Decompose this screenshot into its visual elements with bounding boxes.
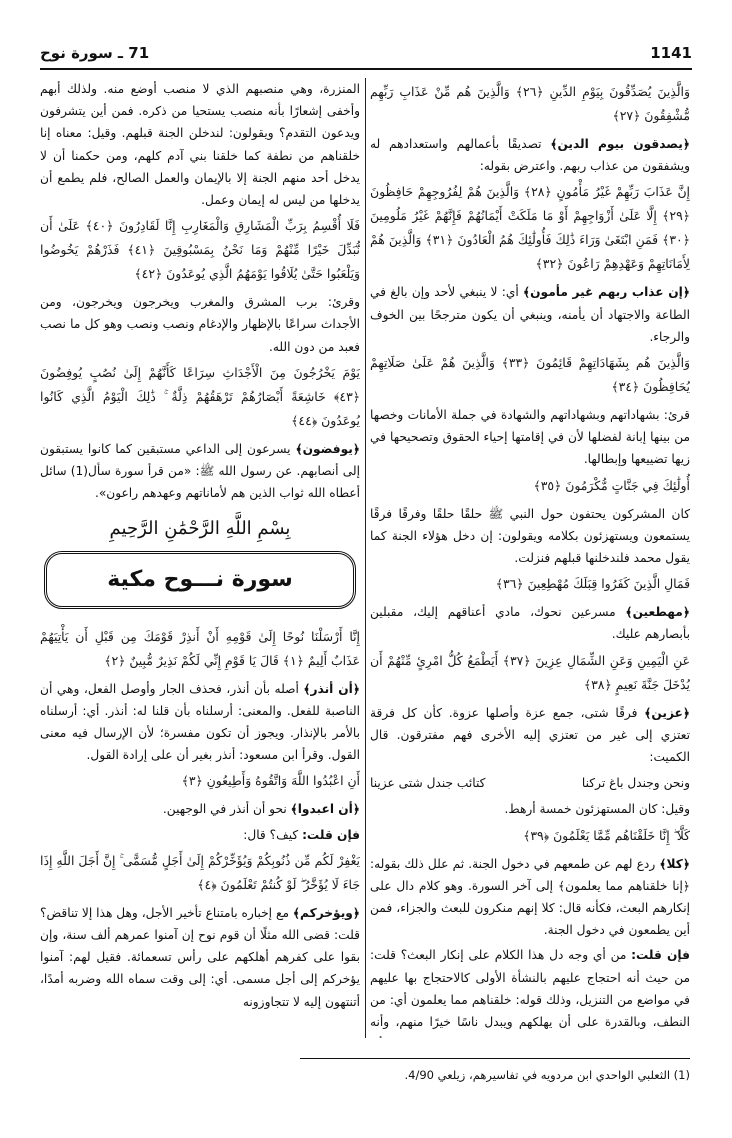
commentary-paragraph [40, 902, 360, 1013]
commentary-keyword: ﴿أن اعبدوا﴾ [290, 802, 360, 817]
commentary-paragraph [370, 944, 690, 1038]
commentary-keyword: ﴿أن أنذر﴾ [303, 681, 360, 696]
left-column [40, 78, 360, 1038]
commentary-text: كيف؟ قال: [243, 827, 303, 842]
running-title: 71 ـ سورة نوح [40, 44, 150, 62]
commentary-text: ردع لهم عن طمعهم في دخول الجنة. ثم علل ذلك بقوله: ﴿إنا خلقناهم مما يعلمون﴾ إلى آخر السورة. وهو كلام دال على إنكارهم البعث، فكأنه قال: كلا إنهم منكرون للبعث والجزاء، فمن أين يطمعون في دخول الجنة. [370, 856, 690, 938]
commentary-keyword: ﴿عزين﴾ [644, 705, 690, 720]
commentary-paragraph [40, 824, 360, 846]
quran-verse: أَنِ اعْبُدُوا اللَّهَ وَاتَّقُوهُ وَأَطِيعُونِ ﴿٣﴾ [181, 773, 360, 789]
quran-verse: يَغْفِرْ لَكُم مِّن ذُنُوبِكُمْ وَيُؤَخِّرْكُمْ إِلَىٰ أَجَلٍ مُّسَمًّى ۚ إِنَّ أَجَلَ اللَّهِ إِذَا جَاءَ لَا يُؤَخَّرُ ۖ لَوْ كُنتُمْ تَعْلَمُونَ ﴿٤﴾ [40, 852, 360, 892]
commentary-paragraph [370, 702, 690, 769]
surah-title: سورة نـــوح مكية [107, 566, 293, 592]
quran-verse: عَنِ الْيَمِينِ وَعَنِ الشِّمَالِ عِزِينَ ﴿٣٧﴾ أَيَطْمَعُ كُلُّ امْرِئٍ مِّنْهُمْ أَن يُدْخَلَ جَنَّةَ نَعِيمٍ ﴿٣٨﴾ [370, 652, 690, 692]
quran-verse: إِنَّا أَرْسَلْنَا نُوحًا إِلَىٰ قَوْمِهِ أَنْ أَنذِرْ قَوْمَكَ مِن قَبْلِ أَن يَأْتِيَهُمْ عَذَابٌ أَلِيمٌ ﴿١﴾ قَالَ يَا قَوْمِ إِنِّي لَكُمْ نَذِيرٌ مُّبِينٌ ﴿٢﴾ [40, 628, 360, 668]
commentary-paragraph [370, 601, 690, 645]
poem-hemistich-first: ونحن وجندل باغ تركنا [581, 776, 690, 791]
commentary-paragraph [370, 133, 690, 177]
quran-verse: إِنَّ عَذَابَ رَبِّهِمْ غَيْرُ مَأْمُونٍ ﴿٢٨﴾ وَالَّذِينَ هُمْ لِفُرُوجِهِمْ حَافِظُونَ ﴿٢٩﴾ إِلَّا عَلَىٰ أَزْوَاجِهِمْ أَوْ مَا مَلَكَتْ أَيْمَانُهُمْ فَإِنَّهُمْ غَيْرُ مَلُومِينَ ﴿٣٠﴾ فَمَنِ ابْتَغَىٰ وَرَاءَ ذَٰلِكَ فَأُولَٰئِكَ هُمُ الْعَادُونَ ﴿٣١﴾ وَالَّذِينَ هُمْ لِأَمَانَاتِهِمْ وَعَهْدِهِمْ رَاعُونَ ﴿٣٢﴾ [370, 184, 690, 272]
commentary-keyword: فإن قلت: [302, 827, 360, 842]
left-column-top [40, 78, 360, 504]
column-divider [365, 78, 366, 1038]
commentary-keyword: ﴿مهطعين﴾ [625, 605, 690, 620]
commentary-text: المنزرة، وهي منصبهم الذي لا منصب أوضع منه. ولذلك أبهم وأخفى إشعارًا بأنه منصب يستحيا من ذكره. فمن أين يتشرفون ويدعون التقدم؟ ويقولون: لندخلن الجنة قبلهم. وقيل: معناه إنا خلقناهم من نطفة كما خلقنا بني آدم كلهم، ومن حكمنا أن لا يدخل أحد منهم الجنة إلا بالإيمان والعمل الصالح، فلم يطمع أن يدخلها من ليس له إيمان وعمل. [40, 82, 360, 208]
commentary-text: مع إخباره بامتناع تأخير الأجل، وهل هذا إلا تناقض؟ قلت: قضى الله مثلًا أن قوم نوح إن آمنوا عمرهم ألف سنة، وإن بقوا على كفرهم أهلكهم على رأس تسعمائة. فقيل لهم: آمنوا يؤخركم إلى أجل مسمى. أي: إلى وقت سماه الله وضربه أمدًا، أتنتهون إليه لا تتجاوزونه [40, 905, 360, 1009]
page-number: 1141 [650, 44, 692, 62]
commentary-text: وقيل: كان المستهزئون خمسة أرهط. [504, 802, 690, 817]
commentary-text: كان المشركون يحتفون حول النبي ﷺ حلقًا حلقًا وفرقًا فرقًا يستمعون ويستهزئون بكلامه ويقولون: إن دخل هؤلاء الجنة كما يقول محمد فلندخلنها قبلهم فنزلت. [370, 506, 690, 566]
commentary-paragraph [370, 281, 690, 348]
commentary-keyword: ﴿كلا﴾ [659, 856, 690, 871]
commentary-text: تصديقًا بأعمالهم واستعدادهم له ويشفقون من عذاب ربهم. واعترض بقوله: [370, 137, 690, 174]
commentary-text: فرقًا شتى، جمع عزة وأصلها عزوة. كأن كل فرقة تعتزي إلى غير من تعتزي إليه الأخرى فهم مفترقون. قال الكميت: [370, 705, 690, 765]
left-column-bottom [40, 625, 360, 1013]
commentary-text: نحو أن أنذر في الوجهين. [162, 802, 291, 817]
basmala: بِسْمِ اللَّهِ الرَّحْمَٰنِ الرَّحِيمِ [109, 518, 291, 540]
right-column [370, 78, 690, 1038]
poem-verse [370, 772, 690, 794]
commentary-text: يسرعون إلى الداعي مستبقين كما كانوا يستبقون إلى أنصابهم. عن رسول الله ﷺ: «من قرأ سورة سأل(1) سائل أعطاه الله ثواب الذين هم لأماناتهم وعهدهم راعون». [40, 441, 360, 501]
commentary-keyword: ﴿يصدقون بيوم الدين﴾ [550, 137, 690, 151]
commentary-text: أي: لا ينبغي لأحد وإن بالغ في الطاعة والاجتهاد أن يأمنه، وينبغي أن يكون مترجحًا بين الخوف والرجاء. [370, 285, 690, 344]
commentary-paragraph [370, 503, 690, 570]
poem-hemistich-second: كتائب جندل شتى عزينا [370, 776, 486, 791]
commentary-paragraph [370, 798, 690, 820]
commentary-paragraph [40, 678, 360, 767]
commentary-paragraph [40, 78, 360, 211]
commentary-text: قرئ: بشهاداتهم وبشهاداتهم والشهادة في جملة الأمانات وخصها من بينها إبانة لفضلها لأن في إقامتها إحياء الحقوق وتصحيحها في زيها تضييعها وإبطالها. [370, 408, 690, 467]
quran-verse: فَلَا أُقْسِمُ بِرَبِّ الْمَشَارِقِ وَالْمَغَارِبِ إِنَّا لَقَادِرُونَ ﴿٤٠﴾ عَلَىٰ أَن نُّبَدِّلَ خَيْرًا مِّنْهُمْ وَمَا نَحْنُ بِمَسْبُوقِينَ ﴿٤١﴾ فَذَرْهُمْ يَخُوضُوا وَيَلْعَبُوا حَتَّىٰ يُلَاقُوا يَوْمَهُمُ الَّذِي يُوعَدُونَ ﴿٤٢﴾ [40, 218, 360, 282]
footnote: (1) الثعلبي الواحدي ابن مردويه في تفاسيرهم، زيلعي 4/90. [404, 1068, 690, 1082]
surah-title-box [44, 551, 356, 609]
commentary-text: من أي وجه دل هذا الكلام على إنكار البعث؟ قلت: من حيث أنه احتجاج عليهم بالنشأة الأولى كالاحتجاج بها عليهم في مواضع من التنزيل، وذلك قوله: خلقناهم مما يعلمون أي: من النطف، وبالقدرة على أن يهلكهم ويبدل ناسًا خيرًا منهم، وأنه [370, 948, 690, 1030]
page-header [40, 38, 692, 70]
commentary-paragraph [40, 438, 360, 505]
commentary-paragraph [40, 798, 360, 820]
commentary-paragraph [40, 291, 360, 358]
quran-verse: يَوْمَ يَخْرُجُونَ مِنَ الْأَجْدَاثِ سِرَاعًا كَأَنَّهُمْ إِلَىٰ نُصُبٍ يُوفِضُونَ ﴿٤٣﴾ خَاشِعَةً أَبْصَارُهُمْ تَرْهَقُهُمْ ذِلَّةٌ ۚ ذَٰلِكَ الْيَوْمُ الَّذِي كَانُوا يُوعَدُونَ ﴿٤٤﴾ [40, 364, 360, 428]
commentary-paragraph [370, 404, 690, 471]
commentary-keyword: ﴿يوفضون﴾ [295, 441, 360, 456]
commentary-text: وقرئ: برب المشرق والمغرب ويخرجون ويخرجون، ومن الأجداث سراعًا بالإظهار والإدغام ونصب ونصب وهو كل ما نصب فعبد من دون الله. [40, 295, 360, 354]
commentary-text: مسرعين نحوك، مادي أعناقهم إليك، مقبلين بأبصارهم عليك. [370, 605, 690, 642]
quran-verse: وَالَّذِينَ هُم بِشَهَادَاتِهِمْ قَائِمُونَ ﴿٣٣﴾ وَالَّذِينَ هُمْ عَلَىٰ صَلَاتِهِمْ يُحَافِظُونَ ﴿٣٤﴾ [370, 355, 690, 395]
quran-verse: فَمَالِ الَّذِينَ كَفَرُوا قِبَلَكَ مُهْطِعِينَ ﴿٣٦﴾ [495, 576, 690, 592]
quran-verse: أُولَٰئِكَ فِي جَنَّاتٍ مُّكْرَمُونَ ﴿٣٥﴾ [533, 477, 690, 493]
footnote-rule [300, 1058, 690, 1059]
quran-verse: وَالَّذِينَ يُصَدِّقُونَ بِيَوْمِ الدِّينِ ﴿٢٦﴾ وَالَّذِينَ هُم مِّنْ عَذَابِ رَبِّهِم مُّشْفِقُونَ ﴿٢٧﴾ [370, 84, 690, 123]
commentary-keyword: فإن قلت: [631, 948, 690, 963]
commentary-paragraph [370, 853, 690, 942]
commentary-keyword: ﴿ويؤخركم﴾ [292, 905, 360, 920]
quran-verse: كَلَّا ۖ إِنَّا خَلَقْنَاهُم مِّمَّا يَعْلَمُونَ ﴿٣٩﴾ [523, 827, 690, 843]
commentary-keyword: ﴿إن عذاب ربهم غير مأمون﴾ [523, 285, 690, 300]
commentary-text: أصله بأن أنذر، فحذف الجار وأوصل الفعل، وهي أن الناصبة للفعل. والمعنى: أرسلناه بأن قلنا له: أنذر. أي: أرسلناه بالأمر بالإنذار. ويجوز أن تكون مفسرة؛ لأن الإرسال فيه معنى القول. وقرأ ابن مسعود: أنذر بغير أن على إرادة القول. [40, 681, 360, 763]
